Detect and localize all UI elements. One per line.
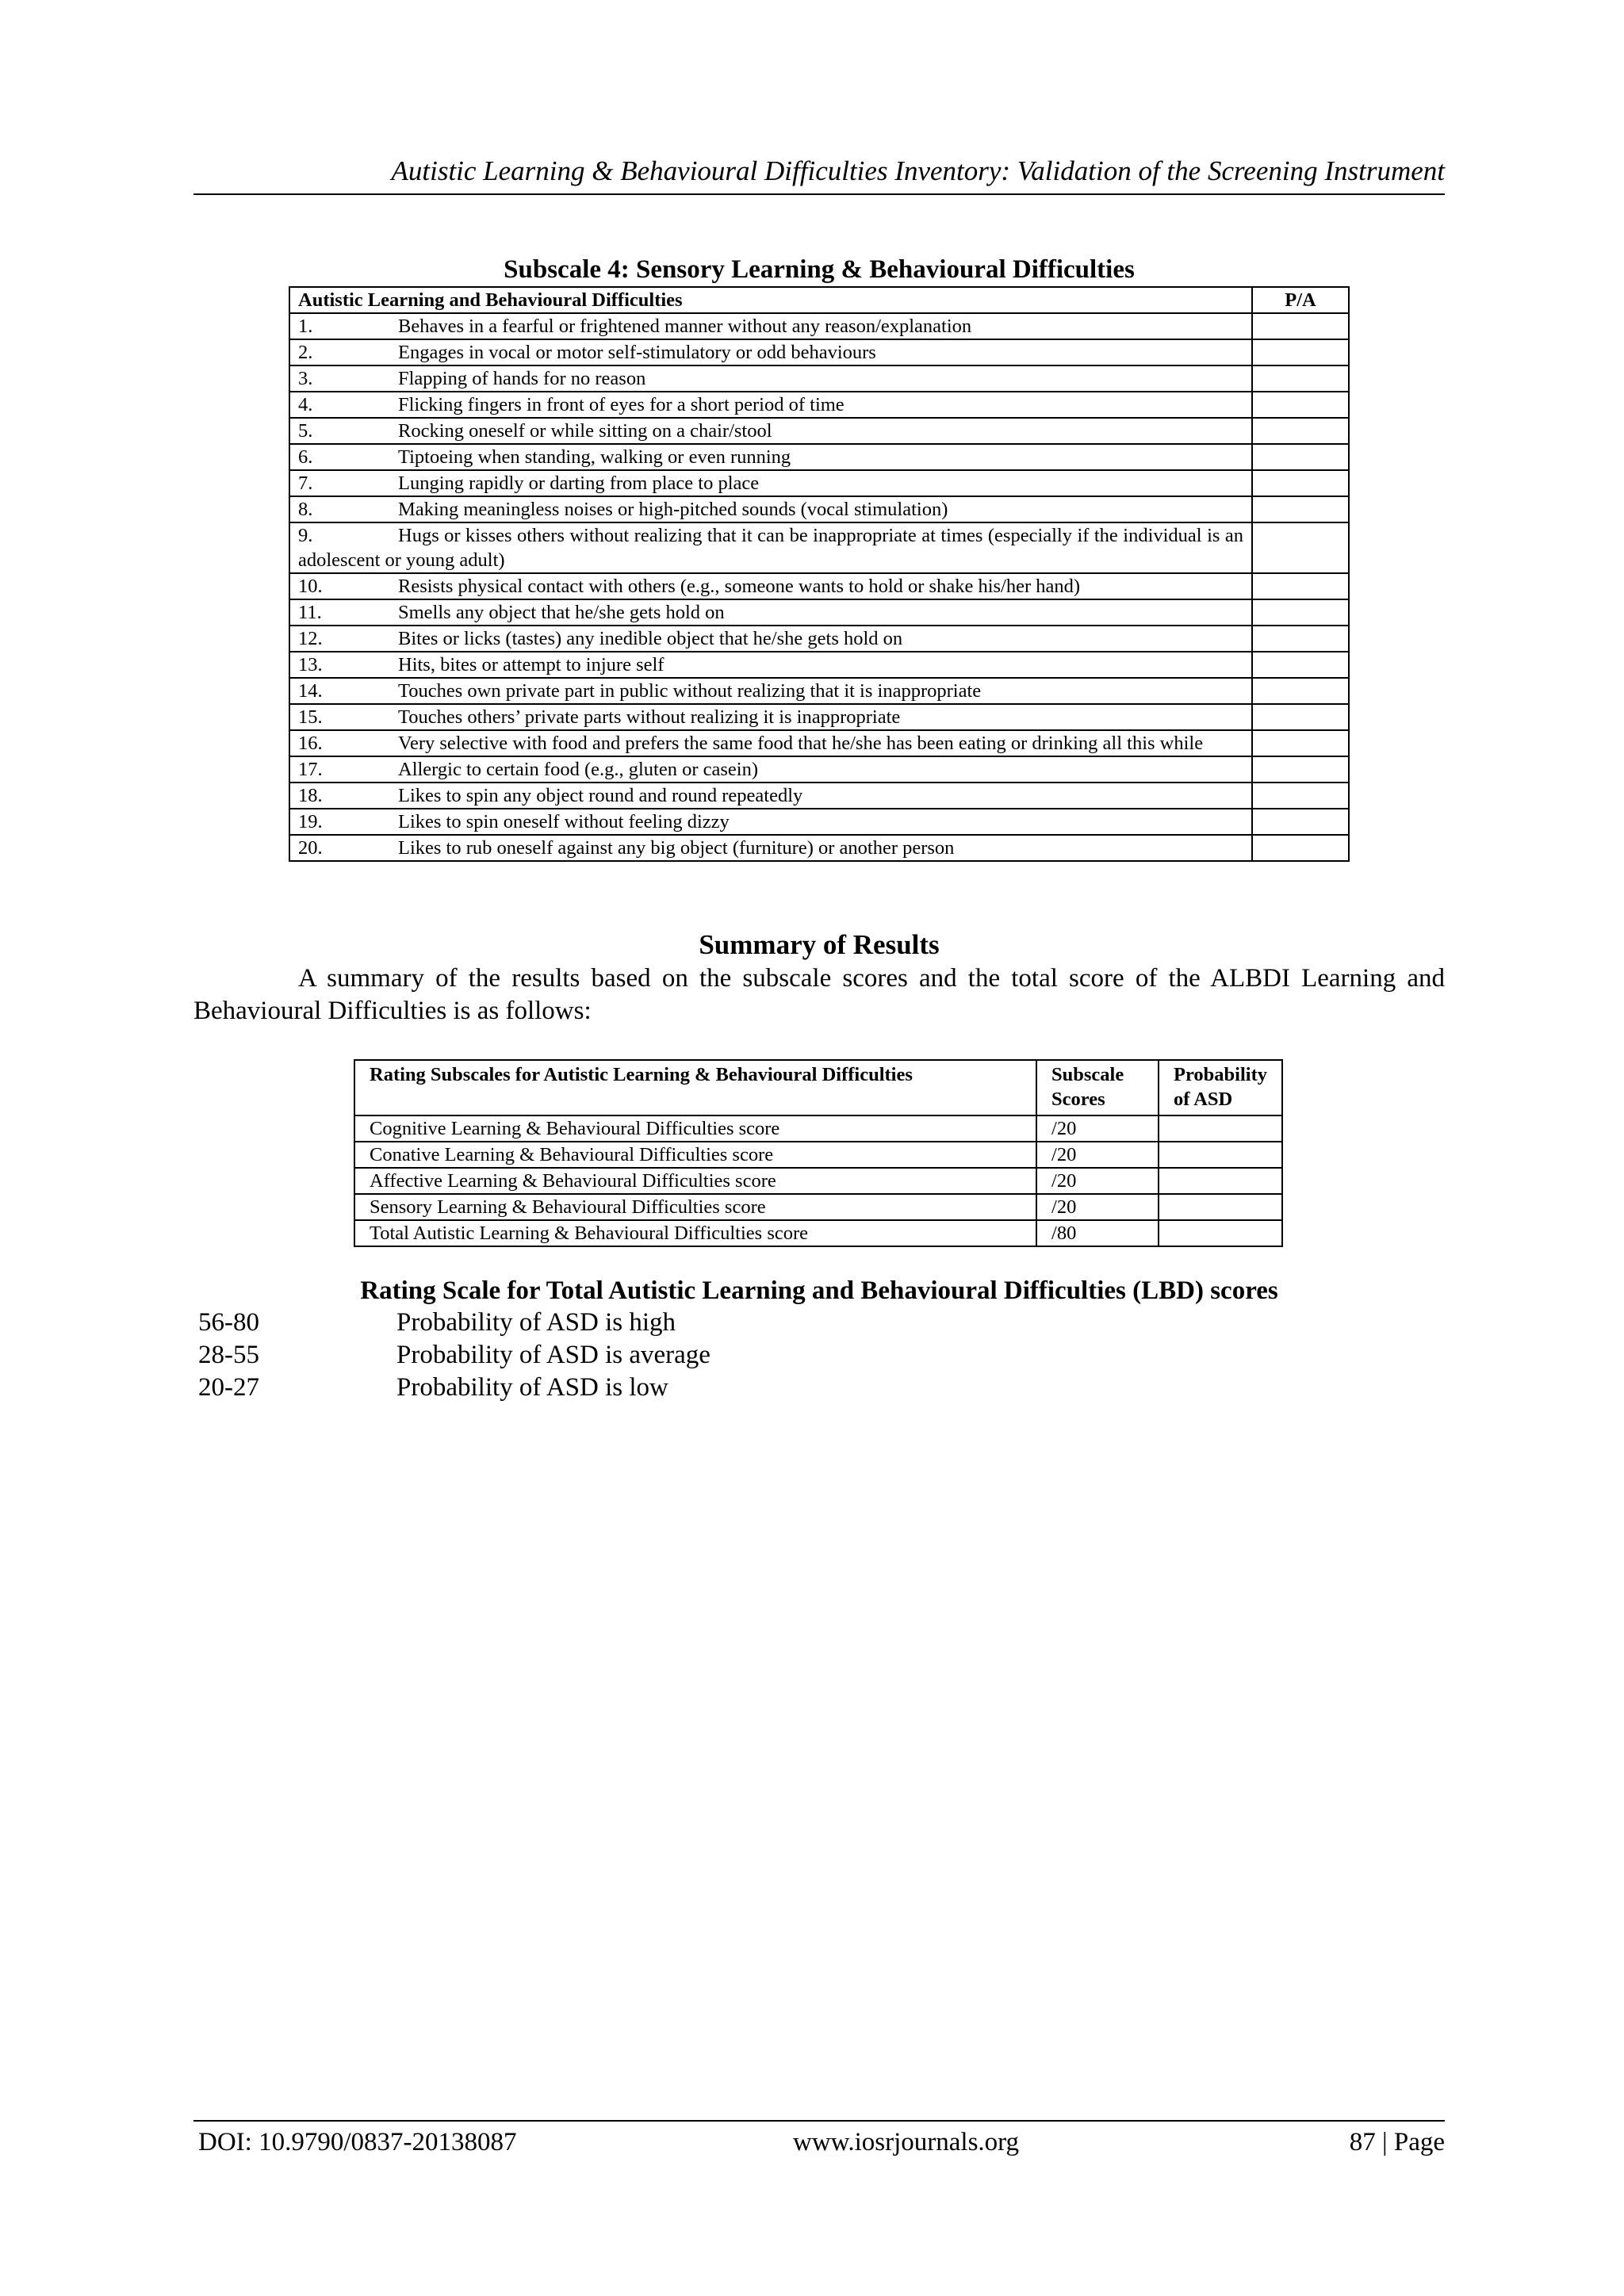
summary-probability-cell[interactable] bbox=[1159, 1220, 1282, 1246]
item-number: 4. bbox=[298, 394, 313, 415]
item-number: 9. bbox=[298, 525, 313, 546]
item-text: Likes to spin any object round and round repeatedly bbox=[398, 785, 803, 806]
summary-score-cell: /20 bbox=[1036, 1115, 1159, 1142]
item-number: 5. bbox=[298, 420, 313, 442]
summary-header-score: Subscale Scores bbox=[1036, 1060, 1159, 1115]
summary-header-subscale: Rating Subscales for Autistic Learning & Behavioural Difficulties bbox=[354, 1060, 1036, 1115]
item-cell bbox=[289, 470, 1252, 496]
pa-cell[interactable] bbox=[1252, 730, 1349, 756]
item-cell bbox=[289, 626, 1252, 652]
table-row bbox=[289, 704, 1349, 730]
item-cell bbox=[289, 809, 1252, 835]
item-text: Making meaningless noises or high-pitched sounds (vocal stimulation) bbox=[398, 499, 948, 520]
summary-intro: A summary of the results based on the subscale scores and the total score of the ALBDI Learning and Behavioural Difficulties is as follows: bbox=[193, 964, 1445, 1025]
summary-score-cell: /80 bbox=[1036, 1220, 1159, 1246]
pa-cell[interactable] bbox=[1252, 626, 1349, 652]
summary-probability-cell[interactable] bbox=[1159, 1115, 1282, 1142]
item-number: 13. bbox=[298, 654, 323, 675]
pa-cell[interactable] bbox=[1252, 496, 1349, 522]
item-cell bbox=[289, 573, 1252, 599]
item-number: 11. bbox=[298, 602, 322, 623]
pa-cell[interactable] bbox=[1252, 783, 1349, 809]
pa-cell[interactable] bbox=[1252, 392, 1349, 418]
summary-probability-cell[interactable] bbox=[1159, 1194, 1282, 1220]
table-row bbox=[289, 522, 1349, 573]
item-cell bbox=[289, 730, 1252, 756]
pa-cell[interactable] bbox=[1252, 522, 1349, 573]
rating-description: Probability of ASD is low bbox=[396, 1373, 668, 1402]
rating-range: 28-55 bbox=[198, 1341, 259, 1369]
item-cell bbox=[289, 783, 1252, 809]
item-text: Flicking fingers in front of eyes for a short period of time bbox=[398, 394, 845, 415]
pa-cell[interactable] bbox=[1252, 599, 1349, 626]
item-text: Behaves in a fearful or frightened manner without any reason/explanation bbox=[398, 316, 972, 337]
summary-title: Summary of Results bbox=[699, 929, 940, 960]
table-row bbox=[289, 339, 1349, 365]
pa-cell[interactable] bbox=[1252, 704, 1349, 730]
summary-score-cell: /20 bbox=[1036, 1194, 1159, 1220]
rating-row bbox=[198, 1308, 676, 1341]
table-row bbox=[354, 1194, 1282, 1220]
pa-cell[interactable] bbox=[1252, 365, 1349, 392]
item-number: 1. bbox=[298, 316, 313, 337]
item-text: Smells any object that he/she gets hold on bbox=[398, 602, 725, 623]
item-number: 8. bbox=[298, 499, 313, 520]
item-cell bbox=[289, 704, 1252, 730]
subscale-table bbox=[289, 286, 1350, 862]
rating-row bbox=[198, 1373, 668, 1406]
subscale-items bbox=[289, 313, 1349, 861]
summary-table bbox=[354, 1059, 1283, 1247]
summary-label-cell: Total Autistic Learning & Behavioural Difficulties score bbox=[354, 1220, 1036, 1246]
item-cell bbox=[289, 313, 1252, 339]
table-row bbox=[289, 809, 1349, 835]
summary-label-cell: Conative Learning & Behavioural Difficulties score bbox=[354, 1142, 1036, 1168]
rating-description: Probability of ASD is average bbox=[396, 1341, 710, 1369]
item-number: 16. bbox=[298, 733, 323, 754]
subscale-header-row bbox=[289, 287, 1349, 313]
item-text: Bites or licks (tastes) any inedible object that he/she gets hold on bbox=[398, 628, 903, 649]
summary-header-row bbox=[354, 1060, 1282, 1115]
item-cell bbox=[289, 678, 1252, 704]
pa-cell[interactable] bbox=[1252, 652, 1349, 678]
summary-header-probability: Probability of ASD bbox=[1159, 1060, 1282, 1115]
table-row bbox=[289, 730, 1349, 756]
pa-cell[interactable] bbox=[1252, 470, 1349, 496]
table-row bbox=[354, 1168, 1282, 1194]
item-number: 15. bbox=[298, 706, 323, 728]
header-rule bbox=[193, 193, 1445, 195]
table-row bbox=[354, 1142, 1282, 1168]
footer-page-number: 87 | Page bbox=[1349, 2128, 1445, 2156]
column-header-item: Autistic Learning and Behavioural Difficulties bbox=[289, 287, 1252, 313]
item-text: Rocking oneself or while sitting on a chair/stool bbox=[398, 420, 772, 442]
rating-row bbox=[198, 1341, 710, 1374]
item-text: Likes to spin oneself without feeling dizzy bbox=[398, 811, 730, 832]
summary-label-cell: Affective Learning & Behavioural Difficulties score bbox=[354, 1168, 1036, 1194]
item-text: Hugs or kisses others without realizing that it can be inappropriate at times (especially if the individual is an adolescent or young adult) bbox=[298, 525, 1243, 571]
item-cell bbox=[289, 835, 1252, 861]
table-row bbox=[289, 626, 1349, 652]
summary-rows bbox=[354, 1115, 1282, 1246]
table-row bbox=[289, 496, 1349, 522]
item-text: Resists physical contact with others (e.g., someone wants to hold or shake his/her hand) bbox=[398, 576, 1081, 597]
pa-cell[interactable] bbox=[1252, 313, 1349, 339]
item-cell bbox=[289, 496, 1252, 522]
item-text: Lunging rapidly or darting from place to place bbox=[398, 473, 760, 494]
table-row bbox=[289, 652, 1349, 678]
table-row bbox=[289, 470, 1349, 496]
item-cell bbox=[289, 418, 1252, 444]
footer-doi: DOI: 10.9790/0837-20138087 bbox=[198, 2128, 517, 2156]
item-text: Touches others’ private parts without realizing it is inappropriate bbox=[398, 706, 901, 728]
summary-score-cell: /20 bbox=[1036, 1168, 1159, 1194]
item-text: Very selective with food and prefers the same food that he/she has been eating or drinking all this while bbox=[398, 733, 1204, 754]
rating-range: 56-80 bbox=[198, 1308, 259, 1337]
table-row bbox=[289, 418, 1349, 444]
table-row bbox=[289, 392, 1349, 418]
summary-score-cell: /20 bbox=[1036, 1142, 1159, 1168]
item-text: Flapping of hands for no reason bbox=[398, 368, 646, 389]
table-row bbox=[289, 599, 1349, 626]
item-cell bbox=[289, 756, 1252, 783]
footer-rule bbox=[193, 2120, 1445, 2122]
item-number: 2. bbox=[298, 342, 313, 363]
item-number: 6. bbox=[298, 446, 313, 468]
rating-description: Probability of ASD is high bbox=[396, 1308, 676, 1337]
table-row bbox=[289, 444, 1349, 470]
table-row bbox=[289, 678, 1349, 704]
table-row bbox=[289, 835, 1349, 861]
item-number: 12. bbox=[298, 628, 323, 649]
item-number: 18. bbox=[298, 785, 323, 806]
item-number: 10. bbox=[298, 576, 323, 597]
rating-range: 20-27 bbox=[198, 1373, 259, 1402]
item-cell bbox=[289, 652, 1252, 678]
subscale-title: Subscale 4: Sensory Learning & Behavioural Difficulties bbox=[504, 255, 1135, 284]
item-number: 7. bbox=[298, 473, 313, 494]
item-text: Engages in vocal or motor self-stimulatory or odd behaviours bbox=[398, 342, 876, 363]
item-cell bbox=[289, 392, 1252, 418]
table-row bbox=[354, 1115, 1282, 1142]
pa-cell[interactable] bbox=[1252, 756, 1349, 783]
summary-probability-cell[interactable] bbox=[1159, 1168, 1282, 1194]
item-number: 19. bbox=[298, 811, 323, 832]
item-text: Likes to rub oneself against any big object (furniture) or another person bbox=[398, 837, 955, 859]
pa-cell[interactable] bbox=[1252, 835, 1349, 861]
table-row bbox=[354, 1220, 1282, 1246]
item-number: 17. bbox=[298, 759, 323, 780]
item-number: 14. bbox=[298, 680, 323, 702]
column-header-pa: P/A bbox=[1252, 287, 1349, 313]
pa-cell[interactable] bbox=[1252, 573, 1349, 599]
pa-cell[interactable] bbox=[1252, 418, 1349, 444]
summary-label-cell: Cognitive Learning & Behavioural Difficulties score bbox=[354, 1115, 1036, 1142]
rating-scale-title: Rating Scale for Total Autistic Learning and Behavioural Difficulties (LBD) scores bbox=[360, 1276, 1278, 1305]
summary-probability-cell[interactable] bbox=[1159, 1142, 1282, 1168]
footer-website-link[interactable]: www.iosrjournals.org bbox=[793, 2128, 1020, 2156]
item-number: 20. bbox=[298, 837, 323, 859]
summary-label-cell: Sensory Learning & Behavioural Difficulties score bbox=[354, 1194, 1036, 1220]
table-row bbox=[289, 313, 1349, 339]
item-cell bbox=[289, 444, 1252, 470]
item-text: Touches own private part in public without realizing that it is inappropriate bbox=[398, 680, 982, 702]
pa-cell[interactable] bbox=[1252, 678, 1349, 704]
item-text: Tiptoeing when standing, walking or even running bbox=[398, 446, 791, 468]
table-row bbox=[289, 783, 1349, 809]
table-row bbox=[289, 756, 1349, 783]
item-number: 3. bbox=[298, 368, 313, 389]
item-text: Allergic to certain food (e.g., gluten or casein) bbox=[398, 759, 758, 780]
item-cell bbox=[289, 365, 1252, 392]
item-cell bbox=[289, 522, 1252, 573]
item-cell bbox=[289, 599, 1252, 626]
running-header: Autistic Learning & Behavioural Difficulties Inventory: Validation of the Screening Instrument bbox=[391, 155, 1445, 186]
table-row bbox=[289, 365, 1349, 392]
pa-cell[interactable] bbox=[1252, 339, 1349, 365]
item-text: Hits, bites or attempt to injure self bbox=[398, 654, 665, 675]
table-row bbox=[289, 573, 1349, 599]
pa-cell[interactable] bbox=[1252, 444, 1349, 470]
pa-cell[interactable] bbox=[1252, 809, 1349, 835]
item-cell bbox=[289, 339, 1252, 365]
